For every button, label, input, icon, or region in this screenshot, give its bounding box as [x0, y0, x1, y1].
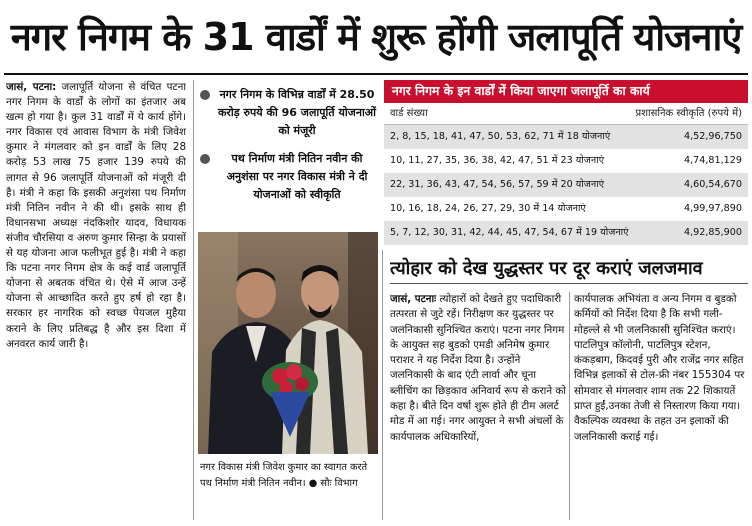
ward-table [384, 80, 748, 245]
table-title: नगर निगम के इन वार्डों में किया जाएगा जलापूर्ति का कार्य [384, 80, 748, 103]
main-story-text: जलापूर्ति योजना से वंचित पटना नगर निगम के वार्डों के लोगों का इंतजार अब खत्म हो गया है। कुल 31 वार्डों में ये कार्य होंगे। नगर विकास एवं आवास विभाग के मंत्री जिवेश कुमार ने मंगलवार को इन वार्डों के लिए 28 करोड़ 53 लाख 75 हजार 139 रुपये की लागत से 96 जलापूर्ति योजनाओं को मंजूरी दी है। मंत्री ने कहा कि इसकी अनुशंसा पथ निर्माण मंत्री नितिन नवीन ने की थी। इसके साथ ही विधानसभा अध्यक्ष नंदकिशोर यादव, विधायक संजीव चौरसिया व अरुण कुमार सिन्हा के प्रयासों से यह योजना आज फलीभूत हुई है। मंत्री ने कहा कि पटना नगर निगम क्षेत्र के कई वार्ड जलापूर्ति योजना से अबतक वंचित थे। ऐसे में आज उन्हें योजना से आच्छादित करते हुए हर्ष हो रहा है। सरकार हर नागरिक को स्वच्छ पेयजल मुहैया कराने के लिए प्रतिबद्ध है और इस दिशा में अनवरत कार्य जारी है। [6, 81, 186, 350]
row-amount: 4,99,97,890 [684, 203, 742, 214]
highlight-text: पथ निर्माण मंत्री नितिन नवीन की अनुशंसा पर नगर विकास मंत्री ने दी योजनाओं को स्वीकृति [226, 152, 368, 201]
second-story-divider [390, 283, 748, 284]
table-row [384, 125, 748, 149]
column-divider [382, 250, 383, 520]
header-wards: वार्ड संख्या [390, 108, 428, 119]
second-story-text1: त्योहारों को देखते हुए पदाधिकारी तत्परता से जुटे रहें। निरीक्षण कर युद्धस्तर पर जलनिकासी सुनिश्चित कराएं। पटना नगर निगम के आयुक्त सह बुडको एमडी अनिमेष कुमार पराशर ने यह निर्देश दिया है। उन्होंने जलनिकासी के बाद एंटी लार्वा और चूना ब्लीचिंग का छिड़काव अनिवार्य रूप से कराने को कहा है। बीते दिन वर्षा शुरू होते ही टीम अलर्ट मोड में आ गई। नगर आयुक्त ने सभी अंचलों के कार्यपालक अधिकारियों, [390, 293, 566, 443]
row-amount: 4,52,96,750 [684, 131, 742, 142]
highlights-box [200, 86, 378, 214]
table-row [384, 221, 748, 245]
highlight-item [200, 150, 378, 204]
highlight-text: नगर निगम के विभिन्न वार्डों में 28.50 करोड़ रुपये की 96 जलापूर्ति योजनाओं को मंजूरी [217, 88, 377, 137]
row-wards: 10, 16, 18, 24, 26, 27, 29, 30 में 14 योजनाएं [390, 203, 586, 214]
news-photo [198, 232, 378, 454]
main-story-body [6, 80, 186, 520]
column-divider [569, 292, 570, 520]
table-row [384, 173, 748, 197]
photo-caption: नगर विकास मंत्री जिवेश कुमार का स्वागत करते पथ निर्माण मंत्री नितिन नवीन। ● सौः विभाग [200, 462, 368, 489]
second-story-col2: कार्यपालक अभियंता व अन्य निगम व बुडको कर्मियों को निर्देश दिया है कि सभी गली-मोहल्ले से भी जलनिकासी सुनिश्चित कराएं। पाटलिपुत्र कॉलोनी, पाटलिपुत्र स्टेशन, कंकड़बाग, किदवई पुरी और राजेंद्र नगर सहित विभिन्न इलाकों से टोल-फ्री नंबर 155304 पर सोमवार से मंगलवार शाम तक 22 शिकायतें प्राप्त हुईं,उनका तेजी से निस्तारण किया गया। वैकल्पिक व्यवस्था के तहत उन इलाकों की जलनिकासी कराई गई। [574, 293, 745, 443]
table-header [384, 103, 748, 125]
column-divider [193, 80, 194, 520]
row-amount: 4,74,81,129 [684, 155, 742, 166]
row-amount: 4,92,85,900 [684, 227, 742, 238]
main-story-dateline: जासं, पटना: [6, 81, 57, 93]
row-wards: 5, 7, 12, 30, 31, 42, 44, 45, 47, 54, 67 में 19 योजनाएं [390, 227, 629, 238]
row-wards: 22, 31, 36, 43, 47, 54, 56, 57, 59 में 20 योजनाएं [390, 179, 605, 190]
row-amount: 4,60,54,670 [684, 179, 742, 190]
photo-illustration [198, 232, 378, 454]
highlight-item [200, 86, 378, 140]
row-wards: 10, 11, 27, 35, 36, 38, 42, 47, 51 में 23 योजनाएं [390, 155, 605, 166]
headline-divider [4, 73, 748, 75]
second-story-col1 [390, 292, 566, 520]
table-row [384, 197, 748, 221]
second-story-dateline: जासं, पटनाः [390, 293, 437, 305]
main-headline: नगर निगम के 31 वार्डों में शुरू होंगी जलापूर्ति योजनाएं [10, 15, 742, 59]
bullet-icon [200, 90, 210, 100]
second-story-headline: त्योहार को देख युद्धस्तर पर दूर कराएं जलजमाव [390, 258, 703, 279]
bullet-icon [200, 154, 210, 164]
row-wards: 2, 8, 15, 18, 41, 47, 50, 53, 62, 71 में 18 योजनाएं [390, 131, 611, 142]
header-amount: प्रशासनिक स्वीकृति (रुपये में) [635, 108, 742, 119]
table-row [384, 149, 748, 173]
